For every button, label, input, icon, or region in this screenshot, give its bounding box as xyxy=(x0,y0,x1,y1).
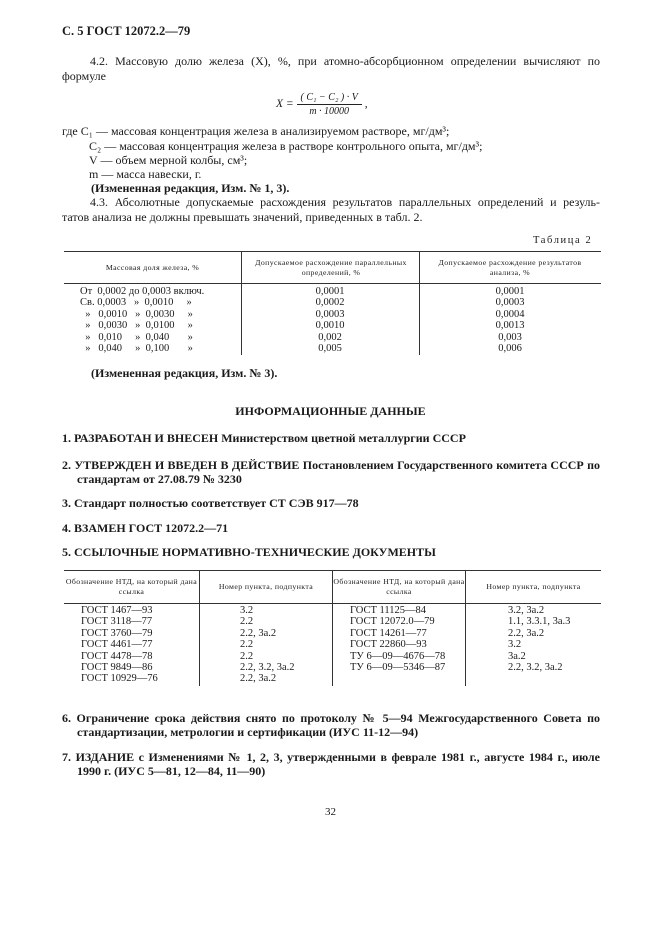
para-4-2-line2: формуле xyxy=(62,69,106,83)
where-line-3: V — объем мерной колбы, см³; xyxy=(89,153,248,167)
page-header: С. 5 ГОСТ 12072.2—79 xyxy=(62,24,191,38)
para-4-3-line1: 4.3. Абсолютные допускаемые расхождения результатов параллельных определений и резуль- xyxy=(90,195,600,209)
info-item-6-line2: стандартизации, метрологии и сертификации (ИУС 11-12—94) xyxy=(77,725,419,739)
table3-col-clause-right: 3.2, 3a.2 1.1, 3.3.1, 3a.3 2.2, 3a.2 3.2 3a.2 2.2, 3.2, 3a.2 xyxy=(508,605,571,674)
where-line-2: C₂ — массовая концентрация железа в растворе контрольного опыта, мг/дм³; xyxy=(89,139,483,153)
table3-col-clause-left: 3.2 2.2 2.2, 3a.2 2.2 2.2 2.2, 3.2, 3a.2 2.2, 3a.2 xyxy=(240,605,295,685)
info-item-2-line1: 2. УТВЕРЖДЕН И ВВЕДЕН В ДЕЙСТВИЕ Постановлением Государственного комитета СССР по xyxy=(62,458,600,472)
info-item-3: 3. Стандарт полностью соответствует СТ СЭВ 917—78 xyxy=(62,496,359,510)
info-item-7-line2: 1990 г. (ИУС 5—81, 12—84, 11—90) xyxy=(77,764,266,778)
table3-header-4: Номер пункта, подпункта xyxy=(486,582,581,591)
table2-header-3: Допускаемое расхождение результатов анализа, % xyxy=(438,257,582,277)
where-line-4: m — масса навески, г. xyxy=(89,167,202,181)
formula-lhs: X = xyxy=(276,98,294,111)
table2-header-2: Допускаемое расхождение параллельных определений, % xyxy=(255,257,407,277)
info-item-4: 4. ВЗАМЕН ГОСТ 12072.2—71 xyxy=(62,521,229,535)
info-item-2-line2: стандартам от 27.08.79 № 3230 xyxy=(77,472,242,486)
table2-col-parallel: 0,0001 0,0002 0,0003 0,0010 0,002 0,005 xyxy=(315,286,345,355)
where-line-1: где C₁ — массовая концентрация железа в анализируемом растворе, мг/дм³; xyxy=(62,124,450,138)
table3-col-ntd-left: ГОСТ 1467—93 ГОСТ 3118—77 ГОСТ 3760—79 ГОСТ 4461—77 ГОСТ 4478—78 ГОСТ 9849—86 ГОСТ 10929—76 xyxy=(81,605,158,685)
page-number: 32 xyxy=(325,806,336,818)
info-item-6-line1: 6. Ограничение срока действия снято по протоколу № 5—94 Межгосударственного Совета по xyxy=(62,711,600,725)
info-title: ИНФОРМАЦИОННЫЕ ДАННЫЕ xyxy=(235,404,426,418)
table3-header-3: Обозначение НТД, на который дана ссылка xyxy=(333,577,465,596)
formula-tail: , xyxy=(364,98,368,111)
formula-denominator: m · 10000 xyxy=(309,106,350,117)
para-4-2-line1: 4.2. Массовую долю железа (X), %, при атомно-абсорбционном определении вычисляют по xyxy=(90,54,600,68)
info-item-5: 5. ССЫЛОЧНЫЕ НОРМАТИВНО-ТЕХНИЧЕСКИЕ ДОКУМЕНТЫ xyxy=(62,545,436,559)
info-item-7-line1: 7. ИЗДАНИЕ с Изменениями № 1, 2, 3, утвержденными в феврале 1981 г., августе 1984 г., июле xyxy=(62,750,600,764)
table2-col-iron-fraction: От 0,0002 до 0,0003 включ. Св. 0,0003 » 0,0010 » » 0,0010 » 0,0030 » » 0,0030 » 0,0100 » » 0,010 » 0,040 » » 0,040 » 0,100 » xyxy=(80,286,205,355)
info-item-1: 1. РАЗРАБОТАН И ВНЕСЕН Министерством цветной металлургии СССР xyxy=(62,431,466,445)
formula-numerator: ( C₁ − C₂ ) · V xyxy=(297,92,362,105)
table2-col-results: 0,0001 0,0003 0,0004 0,0013 0,003 0,006 xyxy=(495,286,525,355)
table3-col-ntd-right: ГОСТ 11125—84 ГОСТ 12072.0—79 ГОСТ 14261—77 ГОСТ 22860—93 ТУ 6—09—4676—78 ТУ 6—09—5346—87 xyxy=(350,605,446,674)
table3-header-1: Обозначение НТД, на который дана ссылка xyxy=(65,577,198,596)
para-4-3-line2: татов анализа не должны превышать значений, приведенных в табл. 2. xyxy=(62,210,423,224)
formula-fraction xyxy=(297,92,362,117)
table3-header-2: Номер пункта, подпункта xyxy=(218,582,314,591)
edit-note-2: (Измененная редакция, Изм. № 3). xyxy=(91,366,278,380)
table2-caption: Таблица 2 xyxy=(533,235,593,246)
edit-note-1: (Измененная редакция, Изм. № 1, 3). xyxy=(91,181,290,195)
table2-header-1: Массовая доля железа, % xyxy=(105,263,200,272)
formula xyxy=(276,92,368,117)
